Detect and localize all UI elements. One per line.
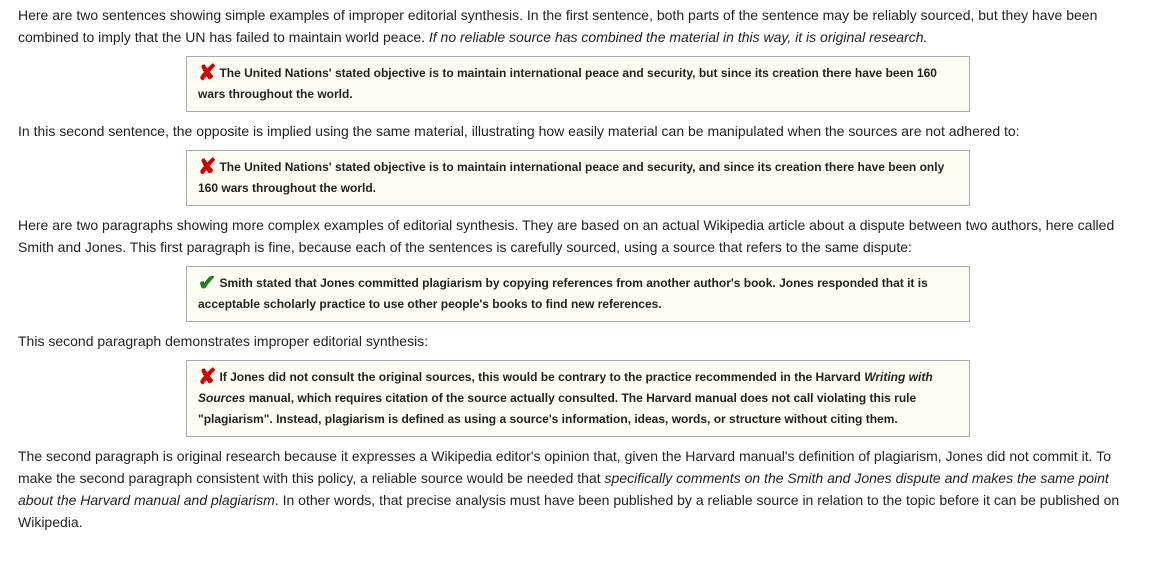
- complex-examples-paragraph: [18, 214, 1143, 258]
- example-italic-text: Writing with Sources: [198, 370, 933, 405]
- second-sentence-paragraph: [18, 120, 1143, 142]
- paragraph-text: This second paragraph demonstrates improper editorial synthesis:: [18, 333, 429, 349]
- paragraph-text: . In other words, that precise analysis must have been published by a reliable source in relation to the topic before it can be published on Wikipedia.: [18, 492, 1120, 530]
- check-icon: ✔: [198, 270, 217, 295]
- intro-text: Here are two sentences showing simple examples of improper editorial synthesis. In the first sentence, both parts of the sentence may be reliably sourced, but they have been combined to imply that the UN has failed to maintain world peace.: [18, 7, 1098, 45]
- example-text: The United Nations' stated objective is to maintain international peace and security, and since its creation there have been only 160 wars throughout the world.: [198, 160, 945, 195]
- example-box-un-first: [186, 56, 970, 112]
- intro-italic-text: If no reliable source has combined the material in this way, it is original research.: [428, 29, 928, 45]
- paragraph-text: Here are two paragraphs showing more complex examples of editorial synthesis. They are based on an actual Wikipedia article about a dispute between two authors, here called Smith and Jones. This first paragraph is fine, because each of the sentences is carefully sourced, using a source that refers to the same dispute:: [18, 217, 1115, 255]
- cross-icon: ✘: [198, 364, 217, 389]
- article-content: [18, 4, 1143, 541]
- example-text: If Jones did not consult the original sources, this would be contrary to the practice recommended in the Harvard: [219, 370, 865, 384]
- example-box-smith-jones-fine: [186, 266, 970, 322]
- paragraph-text: In this second sentence, the opposite is implied using the same material, illustrating how easily material can be manipulated when the sources are not adhered to:: [18, 123, 1020, 139]
- example-box-harvard: [186, 360, 970, 437]
- example-box-un-second: [186, 150, 970, 206]
- paragraph-text: The second paragraph is original research because it expresses a Wikipedia editor's opinion that, given the Harvard manual's definition of plagiarism, Jones did not commit it. To make the second paragraph consistent with this policy, a reliable source would be needed that: [18, 448, 1111, 486]
- example-text: manual, which requires citation of the source actually consulted. The Harvard manual does not call violating this rule "plagiarism". Instead, plagiarism is defined as using a source's information, ideas, words, or structure without citing them.: [198, 391, 917, 426]
- cross-icon: ✘: [198, 60, 217, 85]
- cross-icon: ✘: [198, 154, 217, 179]
- improper-synthesis-paragraph: [18, 330, 1143, 352]
- example-text: Smith stated that Jones committed plagiarism by copying references from another author's book. Jones responded that it is acceptable scholarly practice to use other people's books to find new references.: [198, 276, 928, 311]
- intro-paragraph: [18, 4, 1143, 48]
- conclusion-italic-text: specifically comments on the Smith and Jones dispute and makes the same point about the Harvard manual and plagiarism: [18, 470, 1109, 508]
- example-text: The United Nations' stated objective is to maintain international peace and security, but since its creation there have been 160 wars throughout the world.: [198, 66, 937, 101]
- conclusion-paragraph: [18, 445, 1143, 533]
